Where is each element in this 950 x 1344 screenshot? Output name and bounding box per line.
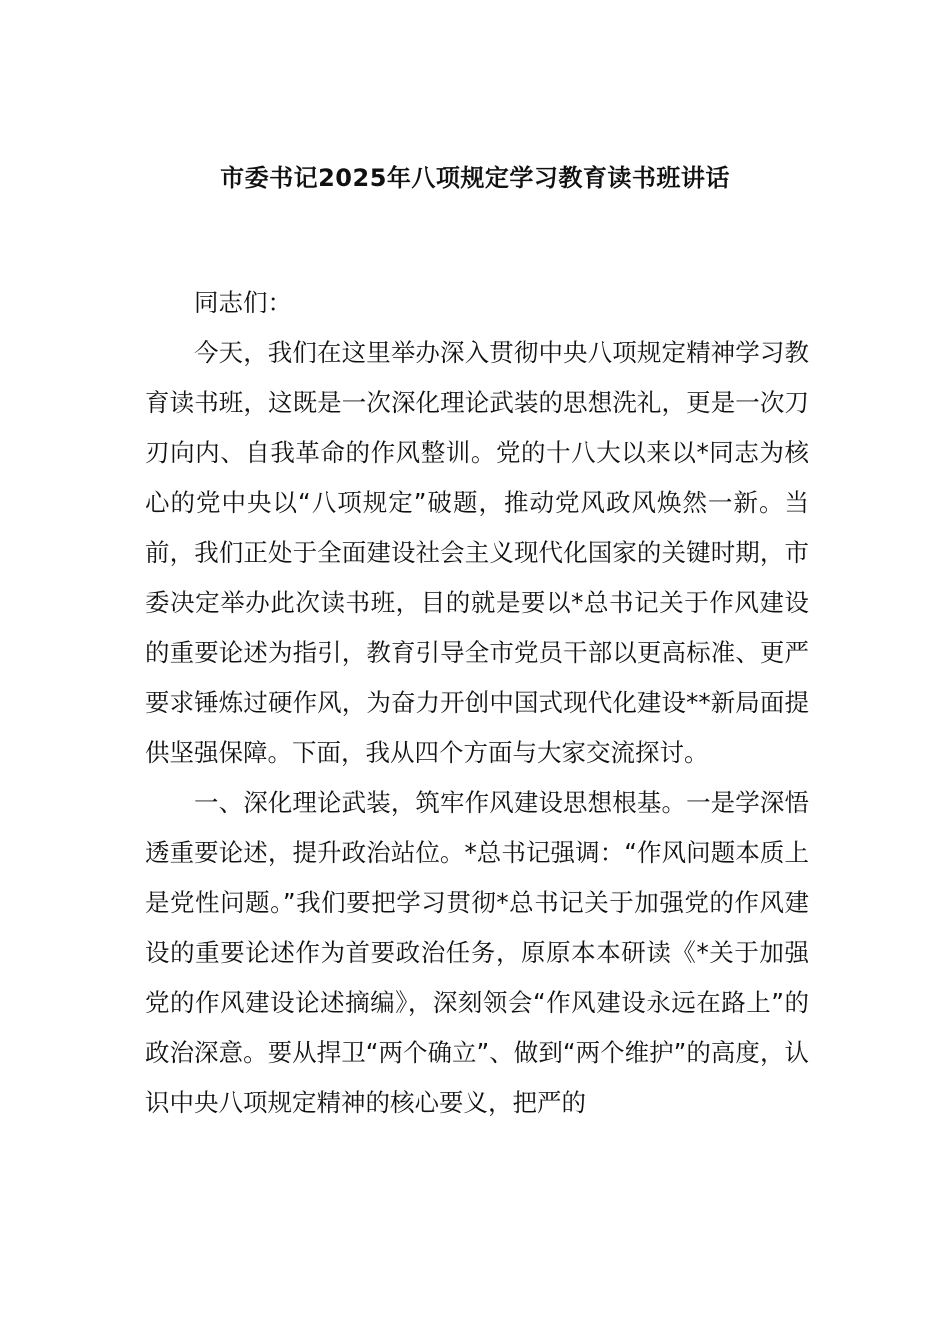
document-title: 市委书记2025年八项规定学习教育读书班讲话 bbox=[220, 164, 730, 192]
intro-paragraph: 今天，我们在这里举办深入贯彻中央八项规定精神学习教育读书班，这既是一次深化理论武装的思想洗礼，更是一次刀刃向内、自我革命的作风整训。党的十八大以来以*同志为核心的党中央以“八项规定”破题，推动党风政风焕然一新。当前，我们正处于全面建设社会主义现代化国家的关键时期，市委决定举办此次读书班，目的就是要以*总书记关于作风建设的重要论述为指引，教育引导全市党员干部以更高标准、更严要求锤炼过硬作风，为奋力开创中国式现代化建设**新局面提供坚强保障。下面，我从四个方面与大家交流探讨。 bbox=[145, 338, 809, 767]
salutation-paragraph: 同志们： bbox=[194, 288, 292, 317]
document-body bbox=[145, 278, 809, 1128]
section-one-paragraph: 一、深化理论武装，筑牢作风建设思想根基。一是学深悟透重要论述，提升政治站位。*总书记强调：“作风问题本质上是党性问题。”我们要把学习贯彻*总书记关于加强党的作风建设的重要论述作为首要政治任务，原原本本研读《*关于加强党的作风建设论述摘编》，深刻领会“作风建设永远在路上”的政治深意。要从捍卫“两个确立”、做到“两个维护”的高度，认识中央八项规定精神的核心要义，把严的 bbox=[145, 788, 809, 1117]
